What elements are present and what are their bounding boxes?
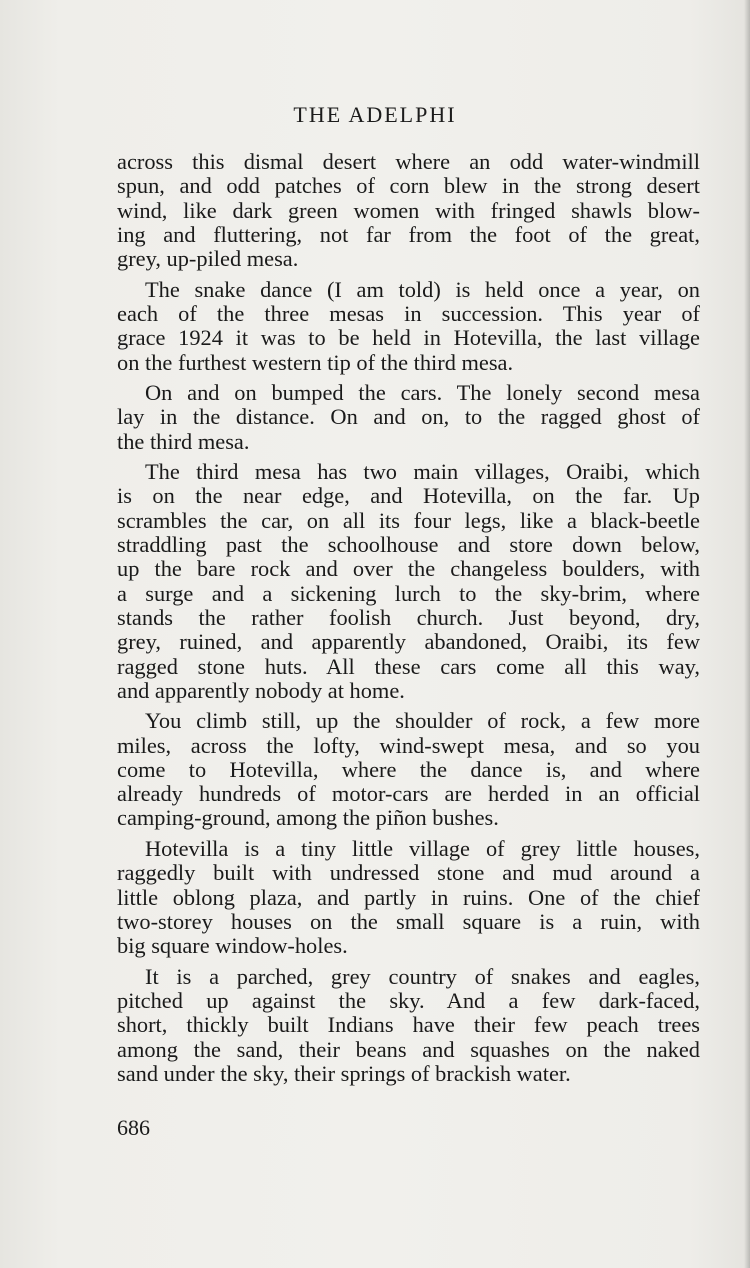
text-line: and apparently nobody at home. [117,677,405,703]
text-line: The snake dance (I am told) is held once a year, on [145,276,700,302]
text-line: on the furthest western tip of the third mesa. [117,349,514,375]
text-line: straddling past the schoolhouse and store down below, [117,532,700,558]
text-line: each of the three mesas in succession. This year of [117,300,700,326]
paragraph [117,837,700,958]
page-edge-shadow [744,0,750,1268]
text-line: two-storey houses on the small square is a ruin, with [117,908,700,934]
body-text [117,150,700,1092]
text-line: The third mesa has two main villages, Oraibi, which [145,459,700,485]
text-line: little oblong plaza, and partly in ruins. One of the chief [117,884,700,910]
text-line: You climb still, up the shoulder of rock, a few more [145,708,700,734]
text-line: is on the near edge, and Hotevilla, on the far. Up [117,483,700,509]
text-line: ragged stone huts. All these cars come all this way, [117,653,700,679]
text-line: the third mesa. [117,428,250,454]
text-line: stands the rather foolish church. Just beyond, dry, [117,604,700,630]
text-line: big square window-holes. [117,933,348,959]
text-line: short, thickly built Indians have their few peach trees [117,1012,700,1038]
page-number: 686 [117,1115,150,1140]
text-line: It is a parched, grey country of snakes and eagles, [145,963,700,989]
text-line: already hundreds of motor-cars are herded in an official [117,781,700,807]
text-line: spun, and odd patches of corn blew in the strong desert [117,173,700,199]
paragraph [117,460,700,703]
paragraph [117,965,700,1086]
text-line: among the sand, their beans and squashes on the naked [117,1036,700,1062]
text-line: wind, like dark green women with fringed shawls blow- [117,197,700,223]
paragraph [117,150,700,271]
paragraph [117,381,700,454]
text-line: grey, up-piled mesa. [117,246,299,272]
text-line: lay in the distance. On and on, to the ragged ghost of [117,404,700,430]
text-line: raggedly built with undressed stone and mud around a [117,860,700,886]
text-line: ing and fluttering, not far from the foot of the great, [117,221,700,247]
paragraph [117,709,700,830]
text-line: sand under the sky, their springs of brackish water. [117,1060,571,1086]
text-line: grey, ruined, and apparently abandoned, Oraibi, its few [117,629,700,655]
text-line: miles, across the lofty, wind-swept mesa, and so you [117,732,700,758]
text-line: across this dismal desert where an odd water-windmill [117,149,700,174]
text-line: scrambles the car, on all its four legs, like a black-beetle [117,507,700,533]
text-line: up the bare rock and over the changeless boulders, with [117,556,700,582]
text-line: pitched up against the sky. And a few dark-faced, [117,987,700,1013]
text-line: On and on bumped the cars. The lonely second mesa [145,380,700,406]
text-line: camping-ground, among the piñon bushes. [117,805,499,831]
text-line: come to Hotevilla, where the dance is, and where [117,756,700,782]
text-line: a surge and a sickening lurch to the sky-brim, where [117,580,700,606]
running-head: THE ADELPHI [293,102,457,127]
paragraph [117,278,700,375]
text-line: Hotevilla is a tiny little village of grey little houses, [145,835,700,861]
text-line: grace 1924 it was to be held in Hotevilla, the last village [117,325,700,351]
